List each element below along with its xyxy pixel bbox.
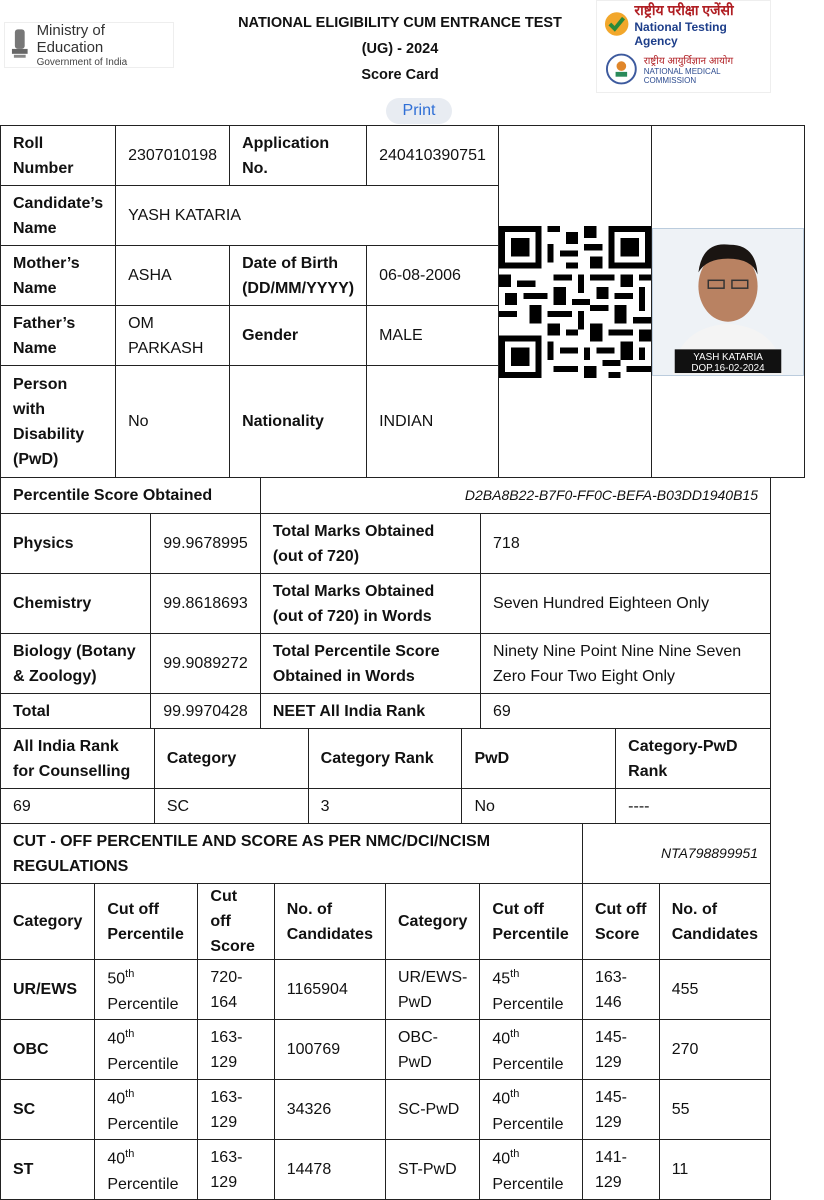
- pwd-label: Person with Disability (PwD): [1, 366, 116, 478]
- nta-nmc-logos: [596, 0, 771, 93]
- cutoff-percentile: [95, 1020, 198, 1080]
- cutoff-candidates: 1165904: [274, 960, 385, 1020]
- counselling-header: Category-PwD Rank: [616, 729, 771, 789]
- total-marks-label: Total Marks Obtained (out of 720): [260, 514, 480, 574]
- cutoff-header: No. of Candidates: [274, 884, 385, 960]
- ordinal-suffix: th: [510, 1148, 520, 1161]
- cutoff-category: OBC: [1, 1020, 95, 1080]
- cutoff-percentile-pwd: [480, 960, 583, 1020]
- header: [0, 0, 824, 125]
- cutoff-category: UR/EWS: [1, 960, 95, 1020]
- nta-logo: [597, 1, 770, 47]
- ordinal-suffix: th: [510, 1028, 520, 1041]
- cutoff-heading: CUT - OFF PERCENTILE AND SCORE AS PER NMC/DCI/NCISM REGULATIONS: [1, 824, 583, 884]
- cutoff-candidates: 34326: [274, 1080, 385, 1140]
- counselling-value: 69: [1, 789, 155, 824]
- all-india-rank-value: 69: [481, 694, 771, 729]
- application-no-value: 240410390751: [367, 126, 499, 186]
- biology-value: 99.9089272: [151, 634, 261, 694]
- cutoff-percentile-pwd: [480, 1080, 583, 1140]
- cutoff-candidates-pwd: 55: [659, 1080, 770, 1140]
- cutoff-category-pwd: SC-PwD: [385, 1080, 479, 1140]
- percentile-word: Percentile: [492, 995, 564, 1013]
- nationality-label: Nationality: [230, 366, 367, 478]
- cutoff-candidates: 14478: [274, 1140, 385, 1200]
- qr-code-icon: [499, 226, 651, 378]
- cutoff-header: Cut off Score: [198, 884, 274, 960]
- counselling-header: Category Rank: [308, 729, 462, 789]
- ordinal-suffix: th: [125, 1088, 135, 1101]
- cutoff-category-pwd: UR/EWS-PwD: [385, 960, 479, 1020]
- percentile-number: 50: [107, 970, 126, 988]
- percentile-heading: Percentile Score Obtained: [1, 478, 261, 514]
- candidate-name-value: YASH KATARIA: [116, 186, 499, 246]
- cutoff-score-pwd: 145-129: [582, 1080, 659, 1140]
- counselling-rank-table: [0, 728, 771, 824]
- cutoff-table: [0, 823, 771, 1200]
- counselling-header: All India Rank for Counselling: [1, 729, 155, 789]
- father-name-label: Father’s Name: [1, 306, 116, 366]
- mother-name-label: Mother’s Name: [1, 246, 116, 306]
- nmc-english: NATIONAL MEDICAL COMMISSION: [643, 67, 721, 85]
- table-row: [1, 960, 771, 1020]
- percentile-word: Percentile: [107, 1175, 179, 1193]
- application-no-label: Application No.: [230, 126, 367, 186]
- cutoff-header: Cut off Percentile: [95, 884, 198, 960]
- nmc-logo: [597, 47, 770, 91]
- photo-caption-date: DOP.16-02-2024: [691, 362, 765, 374]
- roll-number-value: 2307010198: [116, 126, 230, 186]
- biology-label: Biology (Botany & Zoology): [1, 634, 151, 694]
- cutoff-header: Category: [1, 884, 95, 960]
- title-line-1: NATIONAL ELIGIBILITY CUM ENTRANCE TEST: [238, 15, 562, 31]
- cutoff-candidates-pwd: 11: [659, 1140, 770, 1200]
- counselling-header: Category: [154, 729, 308, 789]
- percentile-number: 40: [107, 1150, 126, 1168]
- cutoff-code: NTA798899951: [582, 824, 770, 884]
- percentile-number: 45: [492, 970, 511, 988]
- percentile-word: Percentile: [492, 1055, 564, 1073]
- cutoff-score-pwd: 141-129: [582, 1140, 659, 1200]
- cutoff-header: Cut off Percentile: [480, 884, 583, 960]
- cutoff-percentile: [95, 960, 198, 1020]
- all-india-rank-label: NEET All India Rank: [260, 694, 480, 729]
- pwd-value: No: [116, 366, 230, 478]
- percentile-word: Percentile: [107, 1115, 179, 1133]
- cutoff-candidates: 100769: [274, 1020, 385, 1080]
- mother-name-value: ASHA: [116, 246, 230, 306]
- percentile-number: 40: [107, 1090, 126, 1108]
- percentile-number: 40: [107, 1030, 126, 1048]
- percentile-number: 40: [492, 1090, 511, 1108]
- total-label: Total: [1, 694, 151, 729]
- gender-label: Gender: [230, 306, 367, 366]
- photo-caption-name: YASH KATARIA: [693, 351, 763, 363]
- cutoff-candidates-pwd: 455: [659, 960, 770, 1020]
- dob-label: Date of Birth (DD/MM/YYYY): [230, 246, 367, 306]
- score-table: [0, 477, 771, 729]
- ordinal-suffix: th: [510, 968, 520, 981]
- physics-label: Physics: [1, 514, 151, 574]
- qr-code-cell: [498, 126, 651, 478]
- photo-cell: [651, 126, 804, 478]
- cutoff-header: Category: [385, 884, 479, 960]
- cutoff-score-pwd: 145-129: [582, 1020, 659, 1080]
- nationality-value: INDIAN: [367, 366, 499, 478]
- counselling-value: 3: [308, 789, 462, 824]
- table-row: [1, 1140, 771, 1200]
- total-value: 99.9970428: [151, 694, 261, 729]
- cutoff-score-pwd: 163-146: [582, 960, 659, 1020]
- physics-value: 99.9678995: [151, 514, 261, 574]
- marks-words-value: Seven Hundred Eighteen Only: [481, 574, 771, 634]
- candidate-photo: [652, 228, 804, 376]
- cutoff-percentile-pwd: [480, 1140, 583, 1200]
- percentile-number: 40: [492, 1150, 511, 1168]
- percentile-words-value: Ninety Nine Point Nine Nine Seven Zero Four Two Eight Only: [481, 634, 771, 694]
- moe-name: Ministry of Education: [36, 22, 105, 56]
- roll-number-label: Roll Number: [1, 126, 116, 186]
- counselling-value: No: [462, 789, 616, 824]
- ministry-of-education-logo: [4, 22, 174, 68]
- cutoff-header: Cut off Score: [582, 884, 659, 960]
- nmc-hindi: राष्ट्रीय आयुर्विज्ञान आयोग: [643, 56, 734, 67]
- nmc-seal-icon: [605, 52, 638, 86]
- chemistry-label: Chemistry: [1, 574, 151, 634]
- nta-english: National Testing Agency: [634, 19, 727, 48]
- cutoff-score: 163-129: [198, 1140, 274, 1200]
- title-line-2: (UG) - 2024: [361, 41, 439, 57]
- percentile-word: Percentile: [492, 1115, 564, 1133]
- cutoff-candidates-pwd: 270: [659, 1020, 770, 1080]
- nta-check-icon: [603, 10, 630, 38]
- ordinal-suffix: th: [125, 1028, 135, 1041]
- cutoff-category: ST: [1, 1140, 95, 1200]
- counselling-value: SC: [154, 789, 308, 824]
- cutoff-category-pwd: OBC-PwD: [385, 1020, 479, 1080]
- gender-value: MALE: [367, 306, 499, 366]
- cutoff-percentile: [95, 1140, 198, 1200]
- nta-hindi: राष्ट्रीय परीक्षा एजेंसी: [634, 1, 734, 18]
- national-emblem-icon: [9, 27, 31, 63]
- score-hash: D2BA8B22-B7F0-FF0C-BEFA-B03DD1940B15: [260, 478, 770, 514]
- percentile-number: 40: [492, 1030, 511, 1048]
- ordinal-suffix: th: [125, 1148, 135, 1161]
- ordinal-suffix: th: [510, 1088, 520, 1101]
- cutoff-category: SC: [1, 1080, 95, 1140]
- percentile-word: Percentile: [492, 1175, 564, 1193]
- cutoff-header: No. of Candidates: [659, 884, 770, 960]
- cutoff-score: 163-129: [198, 1080, 274, 1140]
- dob-value: 06-08-2006: [367, 246, 499, 306]
- chemistry-value: 99.8618693: [151, 574, 261, 634]
- title-line-3: Score Card: [361, 67, 439, 83]
- candidate-name-label: Candidate’s Name: [1, 186, 116, 246]
- print-button[interactable]: Print: [386, 98, 452, 124]
- page-title: [190, 10, 610, 88]
- cutoff-category-pwd: ST-PwD: [385, 1140, 479, 1200]
- ordinal-suffix: th: [125, 968, 135, 981]
- cutoff-percentile-pwd: [480, 1020, 583, 1080]
- total-marks-value: 718: [481, 514, 771, 574]
- cutoff-percentile: [95, 1080, 198, 1140]
- marks-words-label: Total Marks Obtained (out of 720) in Words: [260, 574, 480, 634]
- candidate-details-table: [0, 125, 805, 478]
- moe-subtitle: Government of India: [36, 57, 128, 68]
- percentile-words-label: Total Percentile Score Obtained in Words: [260, 634, 480, 694]
- cutoff-score: 163-129: [198, 1020, 274, 1080]
- cutoff-score: 720-164: [198, 960, 274, 1020]
- father-name-value: OM PARKASH: [116, 306, 230, 366]
- table-row: [1, 1080, 771, 1140]
- table-row: [1, 1020, 771, 1080]
- percentile-word: Percentile: [107, 995, 179, 1013]
- percentile-word: Percentile: [107, 1055, 179, 1073]
- counselling-value: ----: [616, 789, 771, 824]
- counselling-header: PwD: [462, 729, 616, 789]
